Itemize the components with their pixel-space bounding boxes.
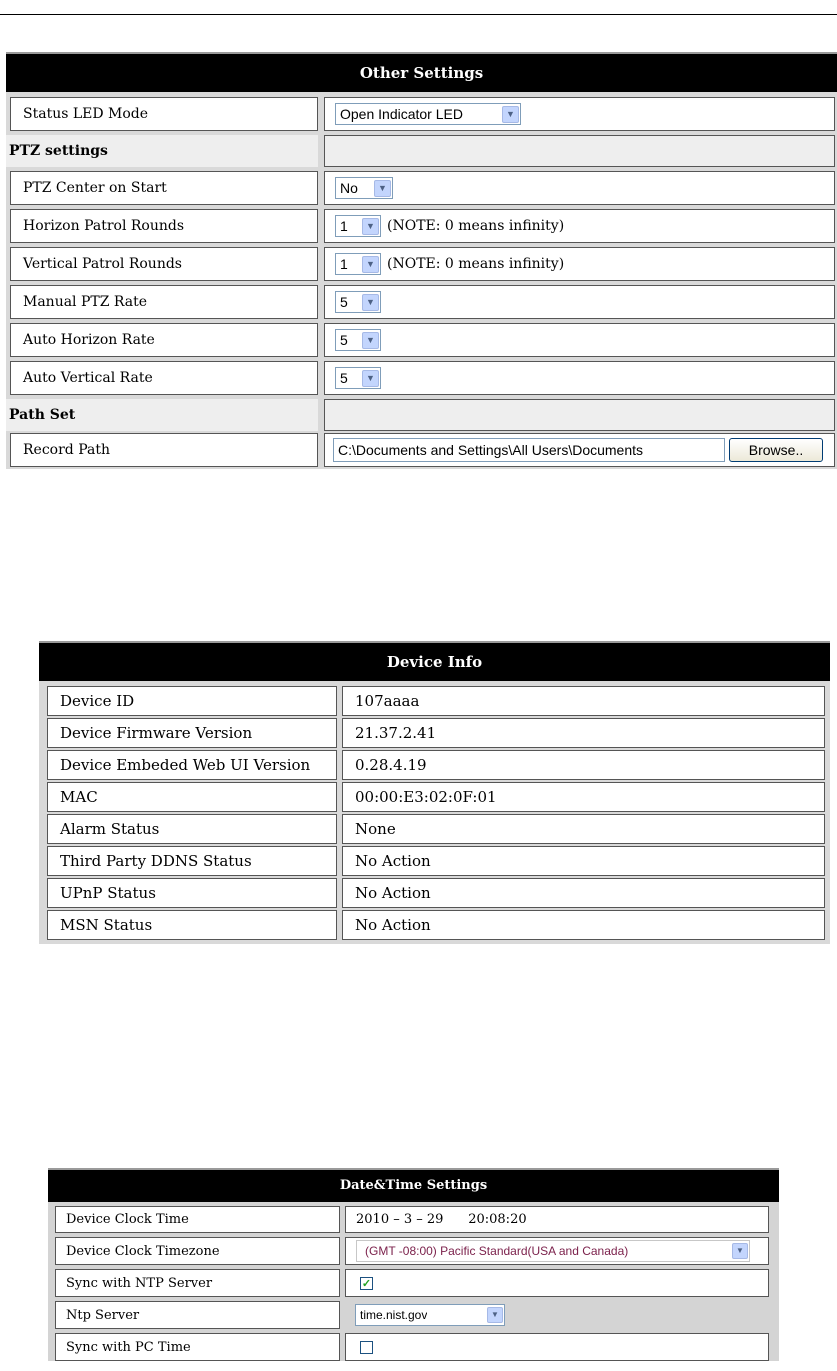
ptz-center-selected: No xyxy=(340,180,358,196)
other-settings-panel xyxy=(6,52,837,469)
ptz-center-label: PTZ Center on Start xyxy=(10,171,318,205)
device-row-label: Device Embeded Web UI Version xyxy=(47,750,337,780)
auto-horizon-selected: 5 xyxy=(340,332,348,348)
manual-rate-cell xyxy=(324,285,835,319)
chevron-down-icon[interactable]: ▼ xyxy=(487,1307,503,1323)
auto-horizon-select[interactable] xyxy=(335,329,381,351)
device-row xyxy=(39,814,830,844)
manual-rate-label: Manual PTZ Rate xyxy=(10,285,318,319)
path-section-blank xyxy=(324,399,835,431)
chevron-down-icon[interactable]: ▼ xyxy=(502,106,519,123)
device-row xyxy=(39,910,830,940)
vertical-patrol-label: Vertical Patrol Rounds xyxy=(10,247,318,281)
row-pc-sync xyxy=(48,1333,779,1361)
row-horizon-patrol xyxy=(6,209,837,243)
timezone-cell xyxy=(345,1237,769,1265)
path-section-heading: Path Set xyxy=(6,399,318,431)
device-row-value: No Action xyxy=(342,846,825,876)
device-info-panel xyxy=(39,641,830,944)
device-row-value: None xyxy=(342,814,825,844)
horizon-patrol-label: Horizon Patrol Rounds xyxy=(10,209,318,243)
status-led-select[interactable] xyxy=(335,103,521,125)
row-ntp-sync xyxy=(48,1269,779,1297)
timezone-label: Device Clock Timezone xyxy=(55,1237,340,1265)
device-row-label: Device Firmware Version xyxy=(47,718,337,748)
horizon-patrol-selected: 1 xyxy=(340,218,348,234)
row-auto-horizon xyxy=(6,323,837,357)
device-row xyxy=(39,686,830,716)
clock-time-label: Device Clock Time xyxy=(55,1206,340,1233)
record-path-input[interactable]: C:\Documents and Settings\All Users\Documents xyxy=(333,438,725,462)
status-led-selected: Open Indicator LED xyxy=(340,106,463,122)
device-row xyxy=(39,750,830,780)
status-led-cell xyxy=(324,97,835,131)
chevron-down-icon[interactable]: ▼ xyxy=(362,332,379,349)
pc-sync-cell xyxy=(345,1333,769,1361)
page-top-rule xyxy=(0,14,837,15)
vertical-patrol-selected: 1 xyxy=(340,256,348,272)
horizon-patrol-note: (NOTE: 0 means infinity) xyxy=(387,218,565,234)
ntp-server-select[interactable] xyxy=(355,1304,505,1326)
device-row-label: Alarm Status xyxy=(47,814,337,844)
ntp-server-selected: time.nist.gov xyxy=(360,1308,428,1322)
device-row-label: Device ID xyxy=(47,686,337,716)
chevron-down-icon[interactable]: ▼ xyxy=(362,370,379,387)
row-record-path xyxy=(6,433,837,467)
manual-rate-select[interactable] xyxy=(335,291,381,313)
timezone-select[interactable] xyxy=(356,1240,750,1262)
row-status-led xyxy=(6,97,837,131)
device-row-label: MSN Status xyxy=(47,910,337,940)
device-row xyxy=(39,846,830,876)
ntp-server-label: Ntp Server xyxy=(55,1301,340,1329)
ptz-center-select[interactable] xyxy=(335,177,393,199)
device-row xyxy=(39,878,830,908)
device-row-label: UPnP Status xyxy=(47,878,337,908)
pc-sync-label: Sync with PC Time xyxy=(55,1333,340,1361)
vertical-patrol-select[interactable] xyxy=(335,253,381,275)
other-settings-title: Other Settings xyxy=(6,52,837,94)
datetime-panel xyxy=(48,1168,779,1361)
vertical-patrol-note: (NOTE: 0 means infinity) xyxy=(387,256,565,272)
row-ptz-center xyxy=(6,171,837,205)
row-ptz-section xyxy=(6,135,837,167)
device-info-grid xyxy=(39,681,830,944)
row-auto-vertical xyxy=(6,361,837,395)
device-row-value: No Action xyxy=(342,878,825,908)
browse-button[interactable]: Browse.. xyxy=(729,438,823,462)
ptz-section-heading: PTZ settings xyxy=(6,135,318,167)
auto-vertical-label: Auto Vertical Rate xyxy=(10,361,318,395)
row-clock-time xyxy=(48,1206,779,1233)
device-info-title: Device Info xyxy=(39,641,830,683)
chevron-down-icon[interactable]: ▼ xyxy=(362,218,379,235)
device-row-label: MAC xyxy=(47,782,337,812)
row-ntp-server xyxy=(48,1301,779,1329)
device-row-value: 0.28.4.19 xyxy=(342,750,825,780)
auto-vertical-selected: 5 xyxy=(340,370,348,386)
pc-sync-checkbox[interactable] xyxy=(360,1341,373,1354)
auto-vertical-select[interactable] xyxy=(335,367,381,389)
device-row xyxy=(39,718,830,748)
row-path-section xyxy=(6,399,837,431)
device-row xyxy=(39,782,830,812)
chevron-down-icon[interactable]: ▼ xyxy=(374,180,391,197)
device-row-value: 00:00:E3:02:0F:01 xyxy=(342,782,825,812)
chevron-down-icon[interactable]: ▼ xyxy=(362,256,379,273)
record-path-label: Record Path xyxy=(10,433,318,467)
auto-horizon-label: Auto Horizon Rate xyxy=(10,323,318,357)
row-timezone xyxy=(48,1237,779,1265)
record-path-cell xyxy=(324,433,835,467)
horizon-patrol-cell xyxy=(324,209,835,243)
ntp-sync-label: Sync with NTP Server xyxy=(55,1269,340,1297)
chevron-down-icon[interactable]: ▼ xyxy=(362,294,379,311)
vertical-patrol-cell xyxy=(324,247,835,281)
ntp-sync-checkbox[interactable]: ✓ xyxy=(361,1276,372,1290)
horizon-patrol-select[interactable] xyxy=(335,215,381,237)
chevron-down-icon[interactable]: ▼ xyxy=(732,1243,748,1259)
status-led-label: Status LED Mode xyxy=(10,97,318,131)
clock-time-value: 2010 – 3 – 29 20:08:20 xyxy=(345,1206,769,1233)
row-manual-rate xyxy=(6,285,837,319)
device-row-label: Third Party DDNS Status xyxy=(47,846,337,876)
other-settings-grid xyxy=(6,92,837,469)
manual-rate-selected: 5 xyxy=(340,294,348,310)
row-vertical-patrol xyxy=(6,247,837,281)
datetime-grid xyxy=(48,1202,779,1361)
auto-vertical-cell xyxy=(324,361,835,395)
ntp-server-cell xyxy=(345,1301,775,1329)
device-row-value: No Action xyxy=(342,910,825,940)
timezone-selected: (GMT -08:00) Pacific Standard(USA and Canada) xyxy=(365,1244,629,1258)
ptz-center-cell xyxy=(324,171,835,205)
ntp-sync-cell xyxy=(345,1269,769,1297)
device-row-value: 21.37.2.41 xyxy=(342,718,825,748)
datetime-title: Date&Time Settings xyxy=(48,1168,779,1204)
device-row-value: 107aaaa xyxy=(342,686,825,716)
ptz-section-blank xyxy=(324,135,835,167)
auto-horizon-cell xyxy=(324,323,835,357)
